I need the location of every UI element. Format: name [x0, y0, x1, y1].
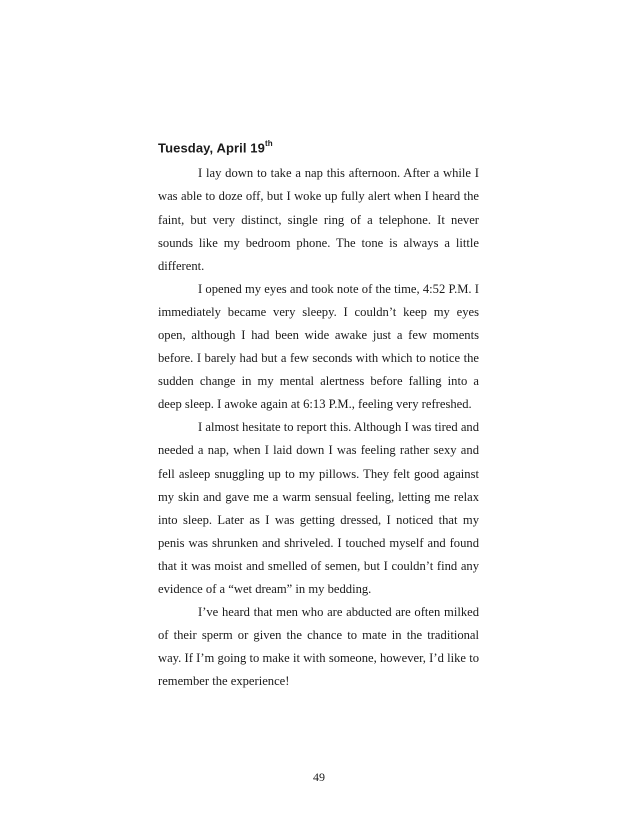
paragraph-2: I opened my eyes and took note of the time, 4:52 P.M. I immediately became very sleepy. I couldn’t keep my eyes open, although I had been wide awake just a few moments before. I barely had but a few seconds with which to notice the sudden change in my mental alertness before falling into a deep sleep. I awoke again at 6:13 P.M., feeling very refreshed. [158, 281, 479, 412]
page-number: 49 [313, 770, 325, 784]
entry-title [158, 137, 479, 156]
date-ordinal-suffix: th [264, 139, 273, 148]
paragraph-1: I lay down to take a nap this afternoon. After a while I was able to doze off, but I woke up fully alert when I heard the faint, but very distinct, single ring of a telephone. It never sounds like my bedroom phone. The tone is always a little different. [158, 166, 479, 273]
entry-date: Tuesday, April 19 [158, 140, 265, 156]
paragraph-4: I’ve heard that men who are abducted are often milked of their sperm or given the chance to mate in the traditional way. If I’m going to make it with someone, however, I’d like to remember the experience! [158, 605, 479, 689]
page-content [158, 137, 479, 693]
paragraph-3: I almost hesitate to report this. Although I was tired and needed a nap, when I laid down I was feeling rather sexy and fell asleep snuggling up to my pillows. They felt good against my skin and gave me a warm sensual feeling, letting me relax into sleep. Later as I was getting dressed, I noticed that my penis was shrunken and shriveled. I touched myself and found that it was moist and smelled of semen, but I couldn’t find any evidence of a “wet dream” in my bedding. [158, 420, 479, 597]
